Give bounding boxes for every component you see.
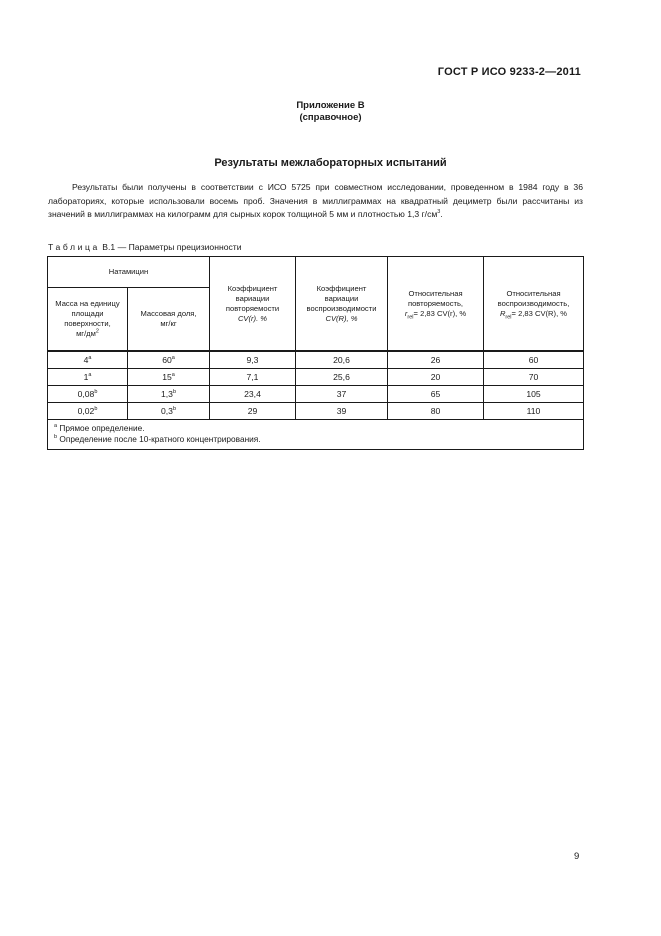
mass-cell: 1$^a$: [48, 369, 128, 386]
R-cell: 60: [484, 351, 584, 369]
section-title: Результаты межлабораторных испытаний: [214, 157, 447, 169]
R-cell: 70: [484, 369, 584, 386]
body-paragraph: [48, 181, 583, 222]
annex-title: Приложение В: [296, 100, 365, 111]
table-caption-text: В.1 — Параметры прецизионности: [102, 242, 242, 252]
r-cell: 65: [388, 386, 484, 403]
annex-note: (справочное): [299, 112, 362, 123]
r-cell: 26: [388, 351, 484, 369]
table-row: [48, 351, 584, 369]
paragraph-end: .: [440, 209, 443, 219]
footnote-b: $^b$ Определение после 10-кратного концентрирования.: [54, 434, 261, 444]
table-notes: [48, 420, 584, 450]
standard-designation: ГОСТ Р ИСО 9233-2—2011: [437, 66, 581, 78]
cvr-cell: 7,1: [210, 369, 296, 386]
table-row: [48, 403, 584, 420]
R-cell: 105: [484, 386, 584, 403]
cvR-cell: 37: [296, 386, 388, 403]
table-caption: [48, 242, 242, 252]
mass-cell: 0,08$^b$: [48, 386, 128, 403]
fraction-cell: 15$^a$: [128, 369, 210, 386]
precision-table: [47, 256, 584, 450]
relative-reproducibility-header: Относительная воспроизводимость, $R_{rel}= 2,83$ CV(R), %: [484, 257, 584, 352]
paragraph-text: Результаты были получены в соответствии с ИСО 5725 при совместном исследовании, проведенном в 1984 году в 36 лабораториях, которые использовали восемь проб. Значения в миллиграммах на квадратный дециметр были рассчитаны из значений в миллиграммах на килограмм для сырных корок толщиной 5 мм и плотностью 1,3 г/см: [48, 182, 583, 219]
table-row: [48, 369, 584, 386]
fraction-cell: 0,3$^b$: [128, 403, 210, 420]
fraction-cell: 60$^a$: [128, 351, 210, 369]
mass-fraction-header: Массовая доля, мг/кг: [128, 288, 210, 352]
cvr-cell: 9,3: [210, 351, 296, 369]
cvR-cell: 39: [296, 403, 388, 420]
r-cell: 20: [388, 369, 484, 386]
table-caption-word: Таблица: [48, 242, 100, 252]
annex-heading: [0, 100, 661, 124]
cvR-cell: 25,6: [296, 369, 388, 386]
mass-cell: 0,02$^b$: [48, 403, 128, 420]
relative-repeatability-header: Относительная повторяемость, $r_{rel}= 2,83$ CV(r), %: [388, 257, 484, 352]
cv-repeatability-header: Коэффициент вариации повторяемости CV(r). %: [210, 257, 296, 352]
fraction-cell: 1,3$^b$: [128, 386, 210, 403]
cv-reproducibility-header: Коэффициент вариации воспроизводимости CV(R), %: [296, 257, 388, 352]
mass-cell: 4$^a$: [48, 351, 128, 369]
cvR-cell: 20,6: [296, 351, 388, 369]
footnote-a: $^a$ Прямое определение.: [54, 423, 145, 433]
mass-per-area-header: Масса на единицу площади поверхности, $мг/дм^2$: [48, 288, 128, 352]
paragraph-sup: 3: [437, 209, 441, 216]
table-row: [48, 386, 584, 403]
page-number: 9: [574, 851, 580, 862]
cvr-cell: 23,4: [210, 386, 296, 403]
cvr-cell: 29: [210, 403, 296, 420]
R-cell: 110: [484, 403, 584, 420]
r-cell: 80: [388, 403, 484, 420]
natamycin-header: Натамицин: [48, 257, 210, 288]
